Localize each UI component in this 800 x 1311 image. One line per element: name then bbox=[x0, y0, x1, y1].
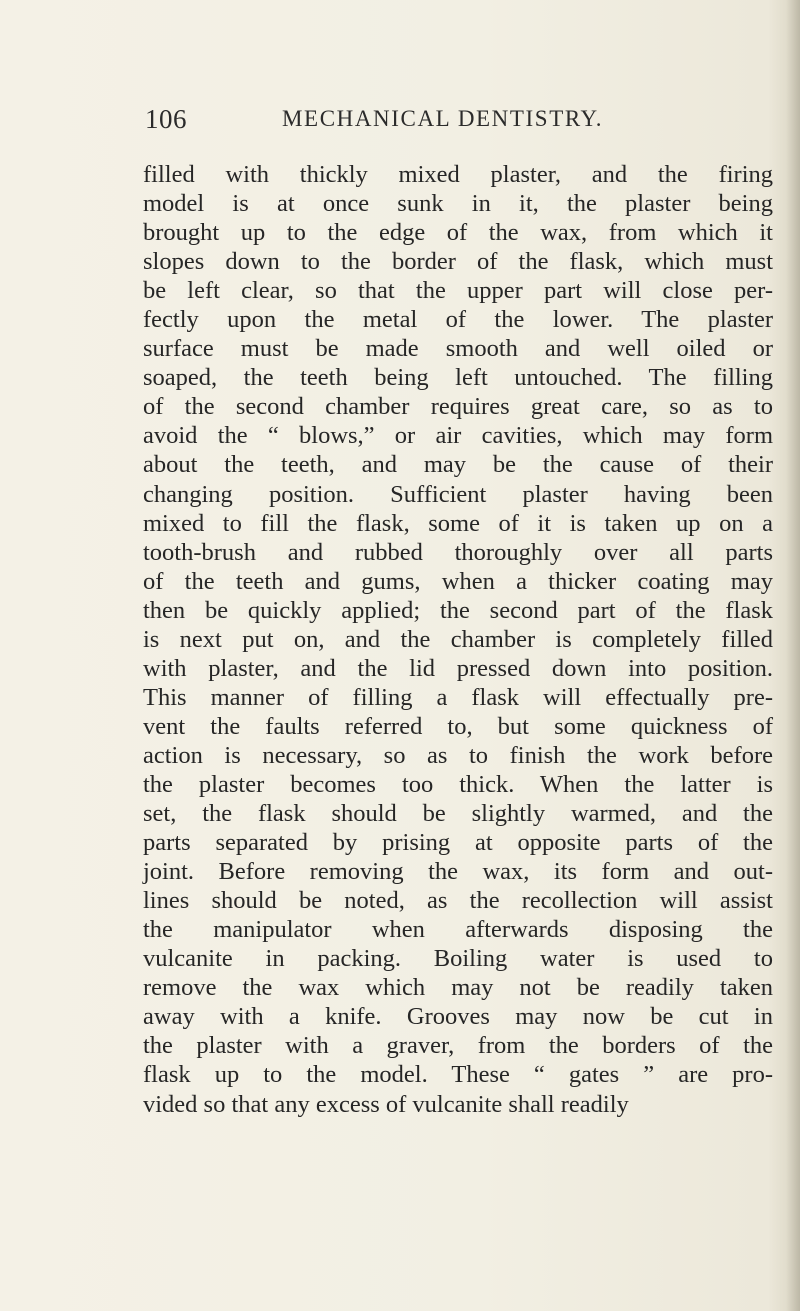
text-line: surface must be made smooth and well oiled or bbox=[143, 335, 773, 363]
text-line: filled with thickly mixed plaster, and the firing bbox=[143, 161, 773, 188]
text-line: the plaster with a graver, from the borders of the bbox=[143, 1032, 773, 1060]
text-line: joint. Before removing the wax, its form and out- bbox=[143, 858, 773, 886]
text-line: with plaster, and the lid pressed down into position. bbox=[143, 654, 773, 682]
text-line: slopes down to the border of the flask, which must bbox=[143, 248, 773, 276]
text-line: parts separated by prising at opposite parts of the bbox=[143, 829, 773, 857]
text-line: brought up to the edge of the wax, from which it bbox=[143, 219, 773, 247]
page-edge-shadow bbox=[786, 0, 800, 1311]
body-text bbox=[143, 160, 773, 1119]
text-line: fectly upon the metal of the lower. The plaster bbox=[143, 306, 773, 334]
text-line: then be quickly applied; the second part of the flask bbox=[143, 596, 773, 624]
text-line: vulcanite in packing. Boiling water is used to bbox=[143, 945, 773, 973]
running-title: MECHANICAL DENTISTRY. bbox=[282, 106, 604, 131]
text-line: This manner of filling a flask will effectually pre- bbox=[143, 683, 773, 711]
text-line: of the teeth and gums, when a thicker coating may bbox=[143, 567, 773, 595]
text-line: is next put on, and the chamber is completely filled bbox=[143, 625, 773, 653]
text-line: vent the faults referred to, but some quickness of bbox=[143, 712, 773, 740]
text-line: be left clear, so that the upper part will close per- bbox=[143, 277, 773, 305]
text-line: remove the wax which may not be readily taken bbox=[143, 974, 773, 1002]
text-line: mixed to fill the flask, some of it is taken up on a bbox=[143, 509, 773, 537]
text-line: lines should be noted, as the recollection will assist bbox=[143, 887, 773, 915]
text-line: flask up to the model. These “ gates ” are pro- bbox=[143, 1061, 773, 1089]
text-line: action is necessary, so as to finish the work before bbox=[143, 741, 773, 769]
text-line: the plaster becomes too thick. When the latter is bbox=[143, 770, 773, 798]
text-line: vided so that any excess of vulcanite shall readily bbox=[143, 1090, 629, 1118]
text-line: about the teeth, and may be the cause of their bbox=[143, 451, 773, 479]
text-line: tooth-brush and rubbed thoroughly over all parts bbox=[143, 538, 773, 566]
page-number: 106 bbox=[145, 104, 187, 134]
page-header bbox=[0, 104, 800, 144]
text-line: avoid the “ blows,” or air cavities, which may form bbox=[143, 422, 773, 450]
text-line: model is at once sunk in it, the plaster being bbox=[143, 190, 773, 218]
text-line: changing position. Sufficient plaster having been bbox=[143, 480, 773, 508]
text-line: of the second chamber requires great care, so as to bbox=[143, 393, 773, 421]
text-line: soaped, the teeth being left untouched. The filling bbox=[143, 364, 773, 392]
text-line: set, the flask should be slightly warmed, and the bbox=[143, 800, 773, 828]
text-line: the manipulator when afterwards disposing the bbox=[143, 916, 773, 944]
text-line: away with a knife. Grooves may now be cut in bbox=[143, 1003, 773, 1031]
